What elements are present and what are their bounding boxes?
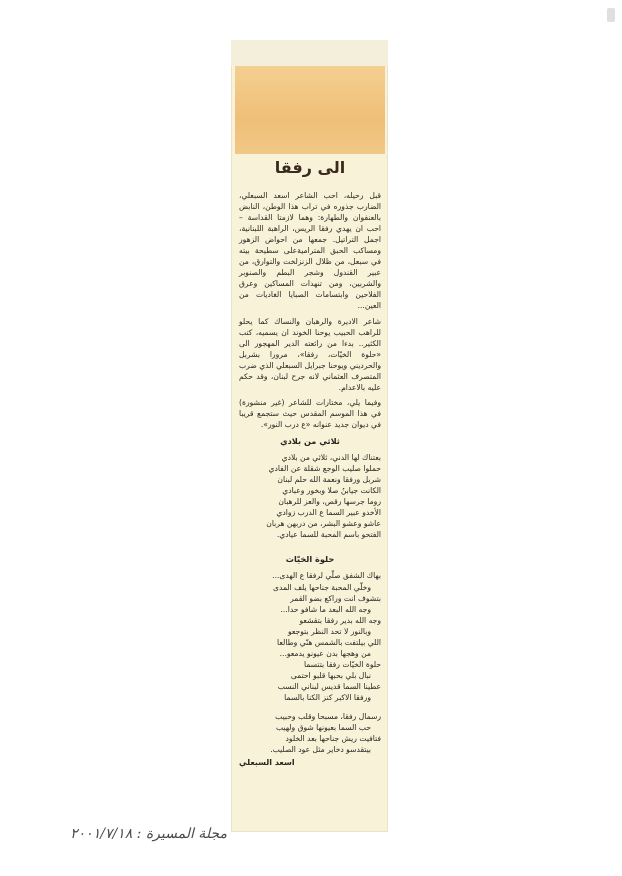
scan-smudge — [607, 8, 615, 22]
poem-line: ورفقا الاكبر كنز الكنا بالسما — [284, 692, 371, 702]
poem-line: حلوة الخيّات رفقا بتتسما — [303, 659, 381, 669]
poem-line: الأخدو عبير السما ع الدرب زوادي — [276, 508, 381, 518]
poem-line: وجه الله بدير رفقا بتقشعو — [299, 615, 381, 625]
poem-line: بتشوف انت وراكع بضو القمر — [290, 593, 381, 603]
poem-verses — [239, 452, 381, 540]
poem-line: الفتحو باسم المحبة للسما عيادي. — [276, 530, 381, 540]
poem-heading: حلوة الخيّات — [285, 554, 335, 565]
article-body — [239, 190, 381, 768]
poem-line: رسمال رفقا، مسبحا وقلب وحبيب — [275, 712, 381, 722]
poem-line: بيتقدسو دخاير مثل عود الصليب. — [270, 745, 371, 755]
poem-line: عاشو وعشو البشر، من دربهن هربان — [266, 519, 381, 529]
poem-line: روما جرسها رقص، والعز للرهبان — [278, 497, 381, 507]
poem-line: وخلّي المحبة جناحها يلف المدى — [273, 582, 371, 592]
newspaper-clipping — [231, 40, 388, 832]
stanza-gap — [239, 703, 381, 711]
poem-line: وجه الله البعد ما شافو حدا... — [280, 604, 371, 614]
poem-line: نبال بلي بحبها قلبو احتمى — [290, 670, 371, 680]
handwritten-source-note: مجلة المسيرة : ٢٠٠١/٧/١٨ — [70, 826, 227, 842]
poem-verses — [239, 570, 381, 755]
poem-line: عطينا السما قديس لبناني النسب — [277, 681, 381, 691]
clipping-margin — [231, 40, 388, 66]
poem-line: شربل ورفقا ونعمة الله حلم لبنان — [277, 475, 381, 485]
poem-line: بهاك الشفق صلّي لرفقا ع الهدى... — [272, 571, 381, 581]
poem-line: فتافيت ريش جناحها بعد الخلود — [285, 734, 381, 744]
intro-paragraph: قبل رحيله، احب الشاعر اسعد السبعلي، الضارب جذوره في تراب هذا الوطن، النابض بالعنفوان والطهارة: وهما لازمتا القداسة – احب ان يهدي رفقا الريس، الراهبة اللبنانية، اجمل التراتيل. جمعها من احواض الزهور ومساكب الحبق المتراميةعلى سطيحة بيته في سبعل، من ظلال الزنزلخت والتوارق، من عبير القندول وشجر البطم والصنوبر والشربين، ومن تنهدات المساكين وعرق الفلاحين وابتسامات الصبايا الغاديات من العين... — [239, 191, 381, 311]
header-color-band — [235, 66, 385, 154]
poem-heading: ثلاثي من بلادي — [280, 435, 340, 446]
poem-line: اللي بيلتفت بالشمس هنّي وطالعا — [277, 637, 381, 647]
intro-paragraph: وفيما يلي، مختارات للشاعر (غير منشورة) في هذا الموسم المقدس حيث ستجمع قريبا في ديوان جديد عنوانه «ع درب النور». — [239, 397, 381, 429]
poem-line: بعتناك لها الدني، ثلاثي من بلادي — [281, 453, 381, 463]
poem-line: حملوا صليب الوجع شقلة عن الفادي — [268, 464, 381, 474]
intro-paragraph: شاعر الاديرة والرهبان والنساك كما يحلو للراهب الحبيب يوحنا الخوند ان يسميه، كتب الكثير.. بدءا من رائعته الدير المهجور الى «حلوة الخيّات، رفقا»، مرورا بشربل والحرديني ويوحنا جبرايل السبعلي الذي ضرب المتصرف العثماني لانه جرح لبنان، وقد حكم عليه بالاعدام. — [239, 316, 381, 392]
author-signature: اسعد السبعلي — [239, 758, 295, 768]
article-title: الى رفقا — [274, 158, 346, 177]
poem-line: من وهجها بدن عيونو يدمعو... — [279, 648, 371, 658]
poem-line: الكانت جيابنُ صلا وبخور وعبادي — [282, 486, 381, 496]
poem-line: وبالنور لا تحد النظر بتوجعو — [287, 626, 371, 636]
poem-line: حب السما بعيونها شوق ولهيب — [275, 723, 371, 733]
